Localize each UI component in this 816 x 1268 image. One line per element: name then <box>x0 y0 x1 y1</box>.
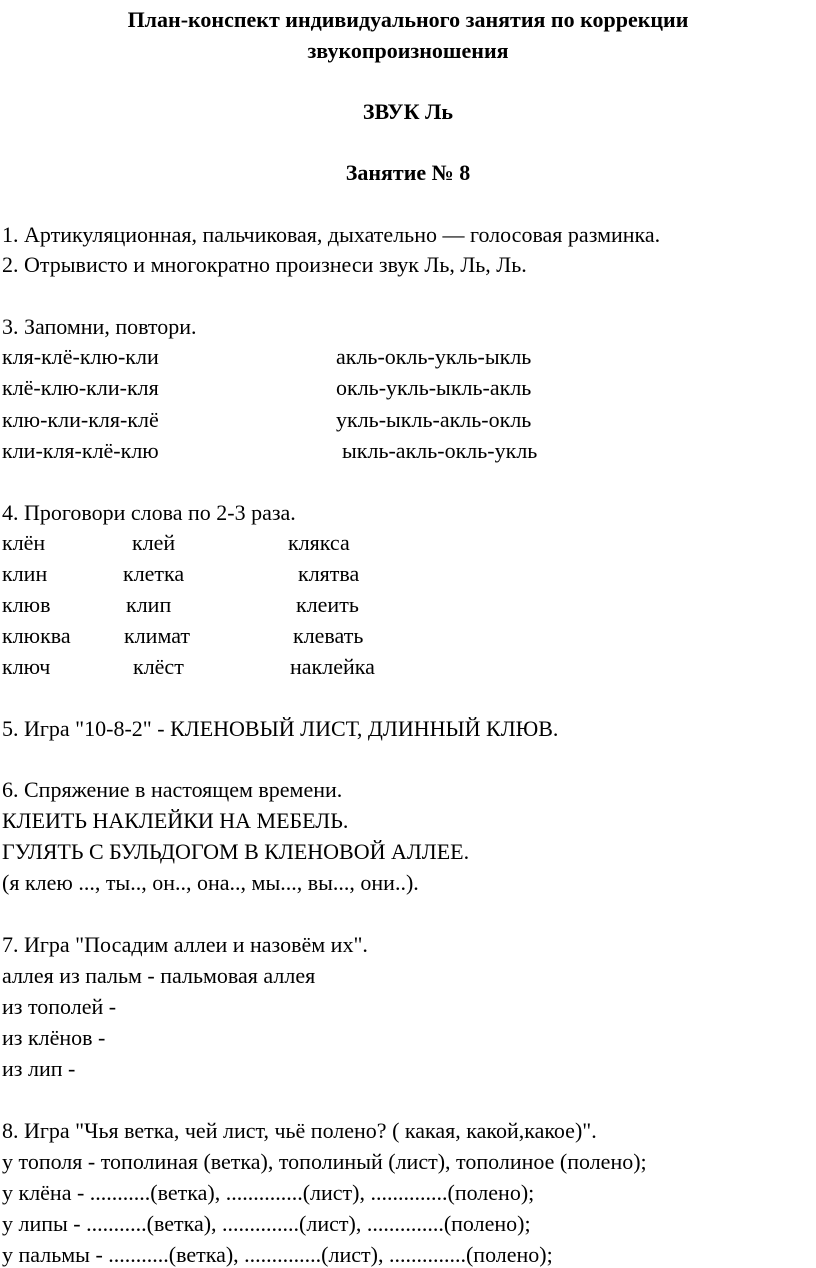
task-8-line: у липы - ...........(ветка), ..............(лист), ..............(полено); <box>2 1211 531 1236</box>
word-cell: наклейка <box>290 654 375 679</box>
task-7-line: из лип - <box>2 1056 76 1081</box>
task-7-heading: 7. Игра "Посадим аллеи и назовём их". <box>2 932 368 957</box>
word-cell: климат <box>124 623 191 648</box>
sound-heading: ЗВУК Ль <box>362 99 454 124</box>
word-cell: клятва <box>298 561 360 586</box>
syllable-row-right: ыкль-акль-окль-укль <box>342 438 538 463</box>
task-4-heading: 4. Проговори слова по 2-3 раза. <box>2 500 296 525</box>
word-cell: клёст <box>133 654 184 679</box>
task-6-line: ГУЛЯТЬ С БУЛЬДОГОМ В КЛЕНОВОЙ АЛЛЕЕ. <box>2 839 470 864</box>
task-1: 1. Артикуляционная, пальчиковая, дыхательно — голосовая разминка. <box>2 222 661 247</box>
task-8-line: у пальмы - ...........(ветка), ..............(лист), ..............(полено); <box>2 1242 553 1267</box>
word-cell: клеить <box>296 592 359 617</box>
task-5: 5. Игра "10-8-2" - КЛЕНОВЫЙ ЛИСТ, ДЛИННЫЙ КЛЮВ. <box>2 716 559 741</box>
task-6-line: (я клею ..., ты.., он.., она.., мы..., вы..., они..). <box>2 870 419 895</box>
task-8-line: у тополя - тополиная (ветка), тополиный (лист), тополиное (полено); <box>2 1149 647 1174</box>
syllable-row-right: укль-ыкль-акль-окль <box>336 407 532 432</box>
task-8-line: у клёна - ...........(ветка), ..............(лист), ..............(полено); <box>2 1180 535 1205</box>
word-cell: клюв <box>2 592 51 617</box>
word-cell: клякса <box>288 530 350 555</box>
syllable-row-left: кли-кля-клё-клю <box>2 438 159 463</box>
word-cell: клён <box>2 530 46 555</box>
word-cell: клей <box>132 530 176 555</box>
word-cell: клин <box>2 561 48 586</box>
doc-title-line2: звукопроизношения <box>307 38 509 63</box>
syllable-row-left: клё-клю-кли-кля <box>2 375 159 400</box>
syllable-row-right: акль-окль-укль-ыкль <box>336 344 532 369</box>
word-cell: клюква <box>2 623 71 648</box>
task-8-heading: 8. Игра "Чья ветка, чей лист, чьё полено? ( какая, какой,какое)". <box>2 1118 597 1143</box>
word-cell: клип <box>126 592 172 617</box>
word-cell: ключ <box>2 654 51 679</box>
task-3-heading: 3. Запомни, повтори. <box>2 314 197 339</box>
task-6-line: КЛЕИТЬ НАКЛЕЙКИ НА МЕБЕЛЬ. <box>2 808 349 833</box>
task-7-line: аллея из пальм - пальмовая аллея <box>2 963 316 988</box>
task-7-line: из тополей - <box>2 994 117 1019</box>
syllable-row-left: клю-кли-кля-клё <box>2 407 159 432</box>
task-2: 2. Отрывисто и многократно произнеси звук Ль, Ль, Ль. <box>2 252 527 277</box>
lesson-heading: Занятие № 8 <box>345 160 471 185</box>
task-6-heading: 6. Спряжение в настоящем времени. <box>2 777 343 802</box>
task-7-line: из клёнов - <box>2 1025 106 1050</box>
syllable-row-left: кля-клё-клю-кли <box>2 344 159 369</box>
word-cell: клевать <box>293 623 364 648</box>
word-cell: клетка <box>123 561 185 586</box>
syllable-row-right: окль-укль-ыкль-акль <box>336 375 532 400</box>
doc-title-line1: План-конспект индивидуального занятия по коррекции <box>127 7 689 32</box>
